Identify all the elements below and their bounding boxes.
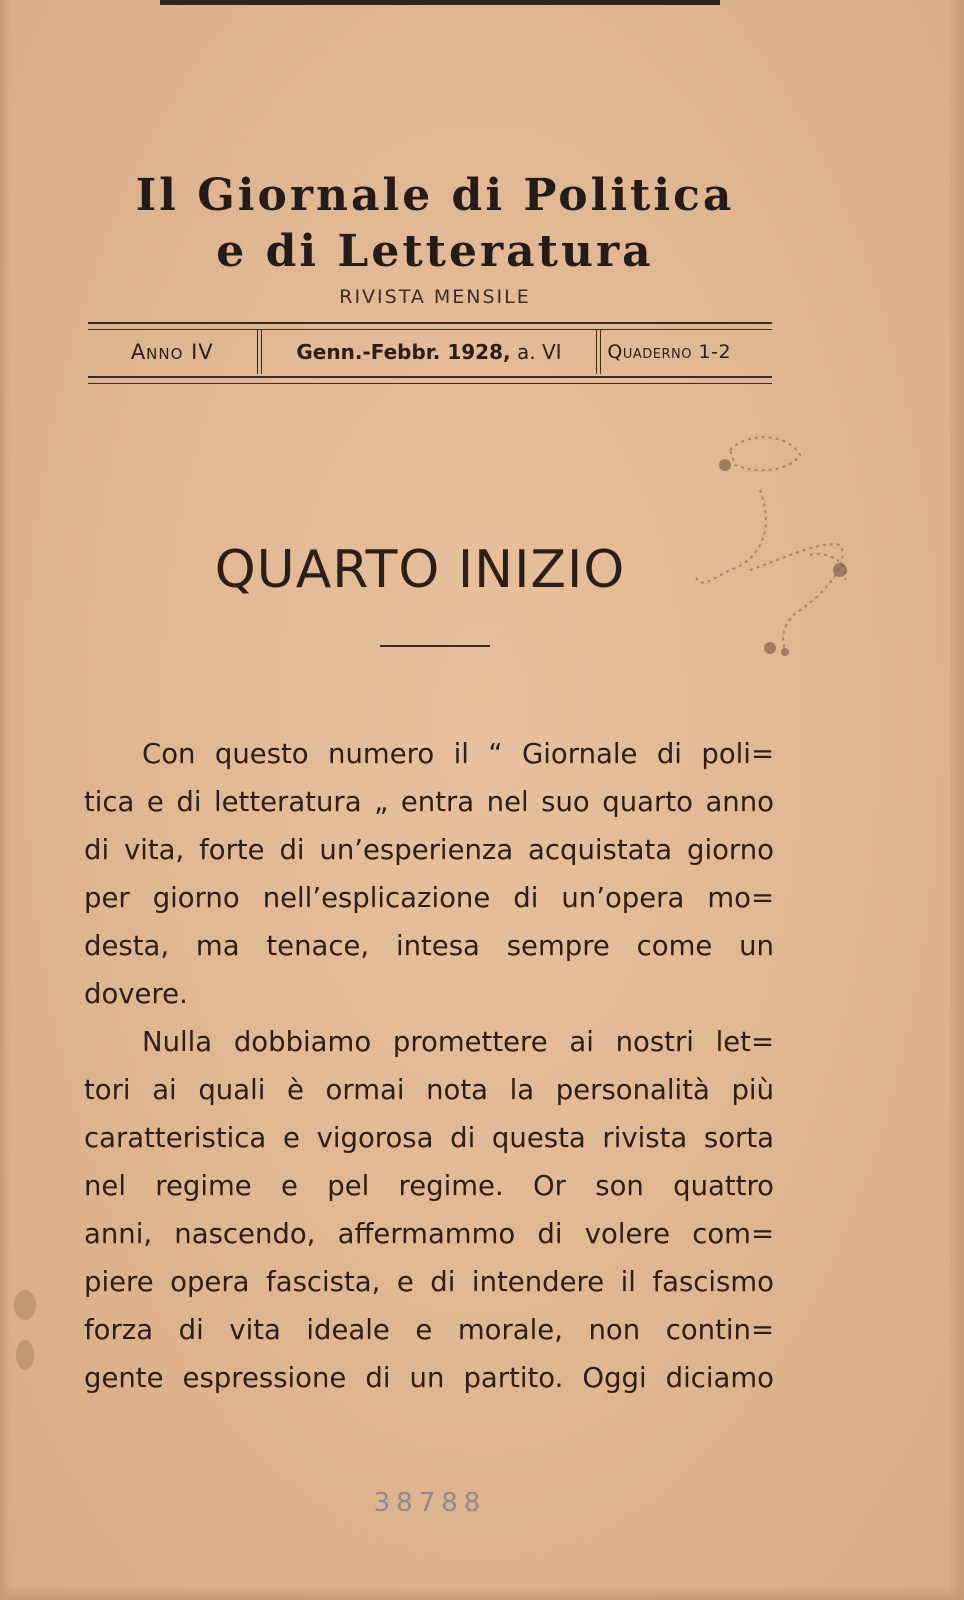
text-line: desta, ma tenace, intesa sempre come un bbox=[84, 930, 774, 962]
issue-cells bbox=[88, 332, 772, 372]
text-line: Nulla dobbiamo promettere ai nostri let= bbox=[142, 1026, 774, 1058]
page-top-edge bbox=[160, 0, 720, 5]
issue-bar-top-rule bbox=[88, 322, 772, 330]
page-right-edge bbox=[950, 0, 964, 1600]
journal-subtitle: RIVISTA MENSILE bbox=[339, 286, 531, 308]
article-title: QUARTO INIZIO bbox=[214, 540, 626, 600]
text-line: tica e di letteratura „ entra nel suo quarto anno bbox=[84, 786, 774, 818]
foxing-spot bbox=[14, 1290, 36, 1320]
journal-title-line1: Il Giornale di Politica bbox=[135, 170, 735, 221]
issue-bar-bottom-rule bbox=[88, 376, 772, 384]
text-line: dovere. bbox=[84, 978, 188, 1010]
text-line: anni, nascendo, affermammo di volere com= bbox=[84, 1218, 774, 1250]
text-line: di vita, forte di un’esperienza acquistata giorno bbox=[84, 834, 774, 866]
issue-date-era: a. VI bbox=[510, 340, 562, 364]
issue-info-bar bbox=[88, 322, 772, 384]
journal-title-line2: e di Letteratura bbox=[216, 226, 654, 277]
text-line: forza di vita ideale e morale, non contin= bbox=[84, 1314, 774, 1346]
paragraph-1 bbox=[84, 730, 774, 1018]
article-body bbox=[84, 730, 774, 1402]
text-line: caratteristica e vigorosa di questa rivista sorta bbox=[84, 1122, 774, 1154]
text-line: nel regime e pel regime. Or son quattro bbox=[84, 1170, 774, 1202]
text-line: gente espressione di un partito. Oggi diciamo bbox=[84, 1362, 774, 1394]
issue-date-months: Genn.-Febbr. 1928, bbox=[296, 340, 511, 364]
masthead bbox=[90, 168, 780, 308]
title-underline bbox=[380, 645, 490, 647]
journal-title bbox=[90, 168, 780, 280]
page-bottom-edge bbox=[0, 1586, 964, 1600]
page-left-edge bbox=[0, 0, 10, 1600]
issue-year: Anno IV bbox=[130, 340, 214, 364]
foxing-spot bbox=[16, 1340, 34, 1370]
text-line: per giorno nell’esplicazione di un’opera mo= bbox=[84, 882, 774, 914]
text-line: Con questo numero il “ Giornale di poli= bbox=[142, 738, 774, 770]
paragraph-2 bbox=[84, 1018, 774, 1402]
text-line: tori ai quali è ormai nota la personalità più bbox=[84, 1074, 774, 1106]
catalog-number-stamp: 38788 bbox=[373, 1488, 487, 1518]
issue-quaderno: Quaderno 1-2 bbox=[607, 341, 732, 363]
issue-date bbox=[262, 332, 595, 372]
text-line: piere opera fascista, e di intendere il fascismo bbox=[84, 1266, 774, 1298]
